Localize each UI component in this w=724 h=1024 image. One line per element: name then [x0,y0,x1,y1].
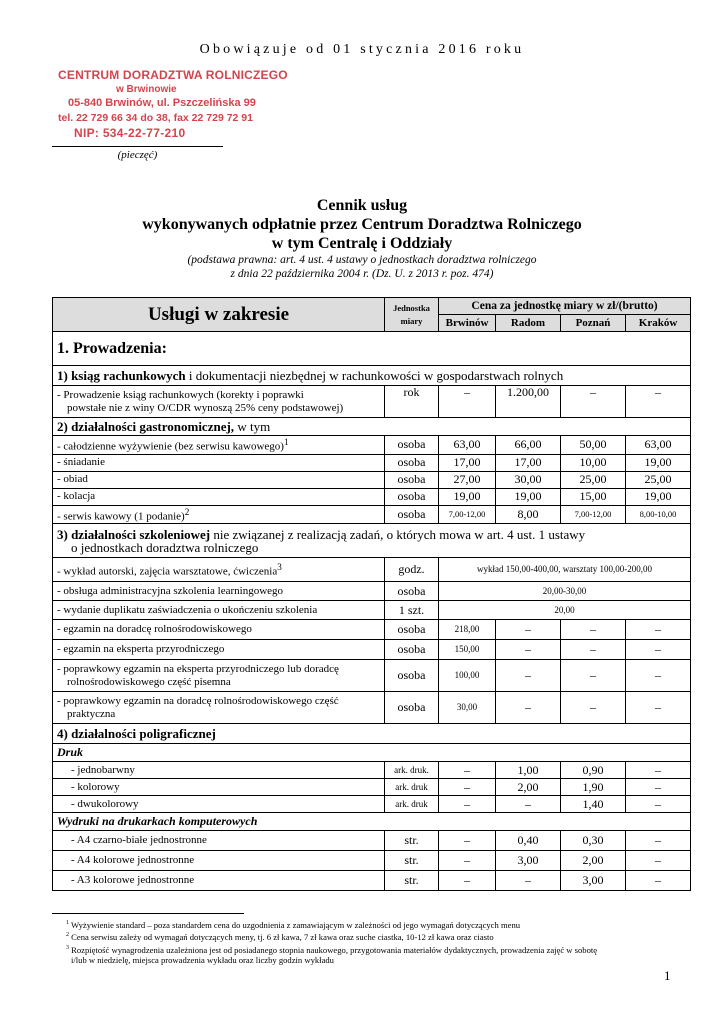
exam-price-poznan: – [561,660,626,692]
bookkeeping-line-1: - Prowadzenie ksiąg rachunkowych (korekty i poprawki [57,388,304,401]
gastronomy-item-name [53,454,385,471]
training-item-name [53,601,385,620]
exam-row [53,640,691,660]
price-column-header: Cena za jednostkę miary w zł/(brutto) [439,298,691,315]
training-price-all-branches: wykład 150,00-400,00, warsztaty 100,00-200,00 [439,558,691,582]
computer-print-row [53,851,691,871]
gastronomy-unit: osoba [385,505,439,524]
gastronomy-price-radom: 17,00 [496,454,561,471]
print-price-radom: 1,00 [496,762,561,779]
exam-price-poznan: – [561,640,626,660]
gastronomy-item-name [53,505,385,524]
gastronomy-row [53,505,691,524]
document-subtitle-2: w tym Centralę i Oddziały [271,235,453,252]
computer-print-item-name: - A4 czarno-białe jednostronne [53,831,385,851]
legal-basis-2: z dnia 22 października 2004 r. (Dz. U. z 2013 r. poz. 474) [230,268,494,280]
exam-price-poznan: – [561,620,626,640]
computer-print-price-krakow: – [626,831,691,851]
footnote-3-text: Rozpiętość wynagrodzenia uzależniona jest od posiadanego stopnia naukowego, przygotowania materiałów dydaktycznych, prowadzenia zajęć w sobotę [71,944,598,955]
exam-price-brwinow: 100,00 [439,660,496,692]
gastronomy-price-brwinow: 7,00-12,00 [439,505,496,524]
gastronomy-price-poznan: 15,00 [561,488,626,505]
gastronomy-price-poznan: 10,00 [561,454,626,471]
subsection-gastronomy-rest: w tym [234,419,271,434]
stamp-line-address: 05-840 Brwinów, ul. Pszczelińska 99 [68,97,256,109]
subsection-training [53,524,691,558]
gastronomy-price-poznan: 7,00-12,00 [561,505,626,524]
gastronomy-price-radom: 66,00 [496,436,561,455]
training-price-all-branches: 20,00-30,00 [439,582,691,601]
footnote-1-text: Wyżywienie standard – poza standardem cena do uzgodnienia z zamawiającym w zależności od jego wymagań dotyczących menu [71,919,521,930]
exam-price-poznan: – [561,692,626,724]
services-column-header: Usługi w zakresie [53,298,385,332]
computer-print-unit: str. [385,871,439,891]
subsection-printing-bold: 4) działalności poligraficznej [57,726,216,742]
exam-price-brwinow: 150,00 [439,640,496,660]
stamp-line-nip: NIP: 534-22-77-210 [74,126,186,140]
document-subtitle-1: wykonywanych odpłatnie przez Centrum Doradztwa Rolniczego [142,216,582,233]
print-item-name: - jednobarwny [53,762,385,779]
exam-price-radom: – [496,640,561,660]
print-price-krakow: – [626,762,691,779]
print-unit: ark. druk. [385,762,439,779]
category-computer-prints: Wydruki na drukarkach komputerowych [53,813,691,831]
exam-price-brwinow: 30,00 [439,692,496,724]
footnote-3-mark: 3 [66,944,69,951]
exam-price-radom: – [496,620,561,640]
subsection-training-bold: 3) działalności szkoleniowej [57,526,211,542]
gastronomy-price-krakow: 19,00 [626,454,691,471]
bookkeeping-price-brwinow: – [439,386,496,418]
gastronomy-price-brwinow: 27,00 [439,471,496,488]
print-row [53,762,691,779]
bookkeeping-unit: rok [385,386,439,418]
footnote-ref: 1 [283,437,289,447]
exam-item-line-2: praktyczna [67,707,116,720]
print-row [53,779,691,796]
footnote-3 [66,943,686,955]
exam-unit: osoba [385,660,439,692]
training-unit: 1 szt. [385,601,439,620]
document-heading [0,196,724,281]
print-price-krakow: – [626,796,691,813]
gastronomy-item-label: - śniadanie [57,456,105,469]
exam-unit: osoba [385,692,439,724]
gastronomy-price-poznan: 25,00 [561,471,626,488]
print-price-radom: – [496,796,561,813]
gastronomy-unit: osoba [385,454,439,471]
training-unit: godz. [385,558,439,582]
training-item-label: - wydanie duplikatu zaświadczenia o ukończeniu szkolenia [57,603,318,616]
gastronomy-unit: osoba [385,488,439,505]
exam-price-krakow: – [626,640,691,660]
footnote-2 [66,930,686,942]
footnote-ref: 3 [277,561,282,572]
gastronomy-price-krakow: 25,00 [626,471,691,488]
exam-unit: osoba [385,640,439,660]
print-price-brwinow: – [439,762,496,779]
gastronomy-price-radom: 19,00 [496,488,561,505]
subsection-printing [53,724,691,744]
stamp-divider [52,146,223,147]
gastronomy-price-brwinow: 19,00 [439,488,496,505]
gastronomy-unit: osoba [385,436,439,455]
training-row [53,558,691,582]
print-price-radom: 2,00 [496,779,561,796]
training-item-label: - obsługa administracyjna szkolenia learningowego [57,584,284,597]
exam-item-name [53,640,385,660]
bookkeeping-line-2: powstałe nie z winy O/CDR wynoszą 25% ceny podstawowej) [67,401,344,414]
gastronomy-row [53,436,691,455]
exam-item-line-1: - egzamin na doradcę rolnośrodowiskowego [57,623,252,636]
section-heading: 1. Prowadzenia: [53,332,691,366]
document-title: Cennik usług [316,197,408,214]
city-header-poznan: Poznań [561,315,626,332]
bookkeeping-price-poznan: – [561,386,626,418]
gastronomy-row [53,488,691,505]
print-price-poznan: 1,40 [561,796,626,813]
exam-price-krakow: – [626,660,691,692]
training-item-name [53,582,385,601]
computer-print-price-poznan: 0,30 [561,831,626,851]
computer-print-price-krakow: – [626,871,691,891]
exam-item-name [53,660,385,692]
stamp-line-city: w Brwinowie [116,84,177,95]
subsection-bookkeeping-bold: 1) ksiąg rachunkowych [57,368,186,383]
subsection-bookkeeping-rest: i dokumentacji niezbędnej w rachunkowości w gospodarstwach rolnych [185,368,564,383]
footnote-2-mark: 2 [66,932,69,939]
print-price-poznan: 1,90 [561,779,626,796]
training-price-all-branches: 20,00 [439,601,691,620]
city-header-brwinow: Brwinów [439,315,496,332]
bookkeeping-price-radom: 1.200,00 [496,386,561,418]
computer-print-price-krakow: – [626,851,691,871]
computer-print-price-brwinow: – [439,871,496,891]
price-table [52,297,691,891]
training-item-name [53,558,385,582]
computer-print-unit: str. [385,851,439,871]
subsection-gastronomy-bold: 2) działalności gastronomicznej, [57,419,235,434]
exam-item-line-1: - egzamin na eksperta przyrodniczego [57,643,225,656]
computer-print-price-poznan: 3,00 [561,871,626,891]
gastronomy-item-name [53,471,385,488]
training-unit: osoba [385,582,439,601]
gastronomy-price-brwinow: 17,00 [439,454,496,471]
computer-print-row [53,831,691,851]
bookkeeping-price-krakow: – [626,386,691,418]
footnote-divider [52,913,244,914]
gastronomy-unit: osoba [385,471,439,488]
gastronomy-row [53,454,691,471]
gastronomy-item-name [53,436,385,455]
stamp-caption: (pieczęć) [117,149,158,161]
computer-print-item-name: - A4 kolorowe jednostronne [53,851,385,871]
unit-column-header: Jednostka miary [385,298,439,332]
organization-stamp [58,68,288,141]
gastronomy-row [53,471,691,488]
legal-basis-1: (podstawa prawna: art. 4 ust. 4 ustawy o jednostkach doradztwa rolniczego [187,254,537,266]
gastronomy-price-krakow: 8,00-10,00 [626,505,691,524]
exam-price-brwinow: 218,00 [439,620,496,640]
page-number: 1 [664,968,671,983]
computer-print-price-radom: 3,00 [496,851,561,871]
print-row [53,796,691,813]
print-price-brwinow: – [439,779,496,796]
computer-print-price-brwinow: – [439,851,496,871]
footnote-ref: 2 [184,506,190,517]
gastronomy-item-label: - serwis kawowy (1 podanie) [57,510,185,523]
bookkeeping-row-name [53,386,385,418]
subsection-training-line-2: o jednostkach doradztwa rolniczego [71,539,259,555]
exam-item-name [53,692,385,724]
category-print: Druk [53,744,691,762]
print-price-krakow: – [626,779,691,796]
exam-unit: osoba [385,620,439,640]
exam-item-line-1: - poprawkowy egzamin na doradcę rolnośrodowiskowego część [57,694,339,707]
gastronomy-item-label: - kolacja [57,490,96,503]
print-unit: ark. druk [385,796,439,813]
stamp-line-phone: tel. 22 729 66 34 do 38, fax 22 729 72 91 [58,112,253,124]
exam-row [53,620,691,640]
print-unit: ark. druk [385,779,439,796]
print-price-brwinow: – [439,796,496,813]
gastronomy-price-krakow: 19,00 [626,488,691,505]
footnote-3-continued: i/lub w niedzielę, miejsca prowadzenia wykładu oraz liczby godzin wykładu [71,955,334,966]
subsection-training-rest: nie związanej z realizacją zadań, o których mowa w art. 4 ust. 1 ustawy [210,526,586,542]
computer-print-unit: str. [385,831,439,851]
gastronomy-price-poznan: 50,00 [561,436,626,455]
gastronomy-price-radom: 8,00 [496,505,561,524]
computer-print-price-radom: 0,40 [496,831,561,851]
subsection-gastronomy [53,418,691,436]
exam-item-name [53,620,385,640]
footnotes [66,918,686,966]
footnote-2-text: Cena serwisu zależy od wymagań dotyczących meny, tj. 6 zł kawa, 7 zł kawa oraz suche ciastka, 10-12 zł kawa oraz ciasto [71,932,494,943]
exam-price-krakow: – [626,620,691,640]
print-price-poznan: 0,90 [561,762,626,779]
exam-price-radom: – [496,660,561,692]
gastronomy-item-label: - całodzienne wyżywienie (bez serwisu kawowego) [57,440,284,453]
print-item-name: - kolorowy [53,779,385,796]
gastronomy-item-label: - obiad [57,473,88,486]
training-item-label: - wykład autorski, zajęcia warsztatowe, ćwiczenia [57,565,278,578]
print-item-name: - dwukolorowy [53,796,385,813]
exam-price-radom: – [496,692,561,724]
gastronomy-price-brwinow: 63,00 [439,436,496,455]
footnote-1-mark: 1 [66,920,69,926]
subsection-bookkeeping [53,366,691,386]
training-row [53,601,691,620]
gastronomy-price-radom: 30,00 [496,471,561,488]
computer-print-price-brwinow: – [439,831,496,851]
computer-print-item-name: - A3 kolorowe jednostronne [53,871,385,891]
computer-print-price-poznan: 2,00 [561,851,626,871]
footnote-1 [66,918,686,930]
exam-item-line-2: rolnośrodowiskowego część pisemna [67,675,231,688]
exam-row [53,660,691,692]
exam-row [53,692,691,724]
computer-print-price-radom: – [496,871,561,891]
exam-price-krakow: – [626,692,691,724]
city-header-radom: Radom [496,315,561,332]
exam-item-line-1: - poprawkowy egzamin na eksperta przyrodniczego lub doradcę [57,662,339,675]
computer-print-row [53,871,691,891]
gastronomy-price-krakow: 63,00 [626,436,691,455]
stamp-line-name: CENTRUM DORADZTWA ROLNICZEGO [58,68,288,82]
city-header-krakow: Kraków [626,315,691,332]
effective-date-note: Obowiązuje od 01 stycznia 2016 roku [199,42,525,57]
gastronomy-item-name [53,488,385,505]
training-row [53,582,691,601]
